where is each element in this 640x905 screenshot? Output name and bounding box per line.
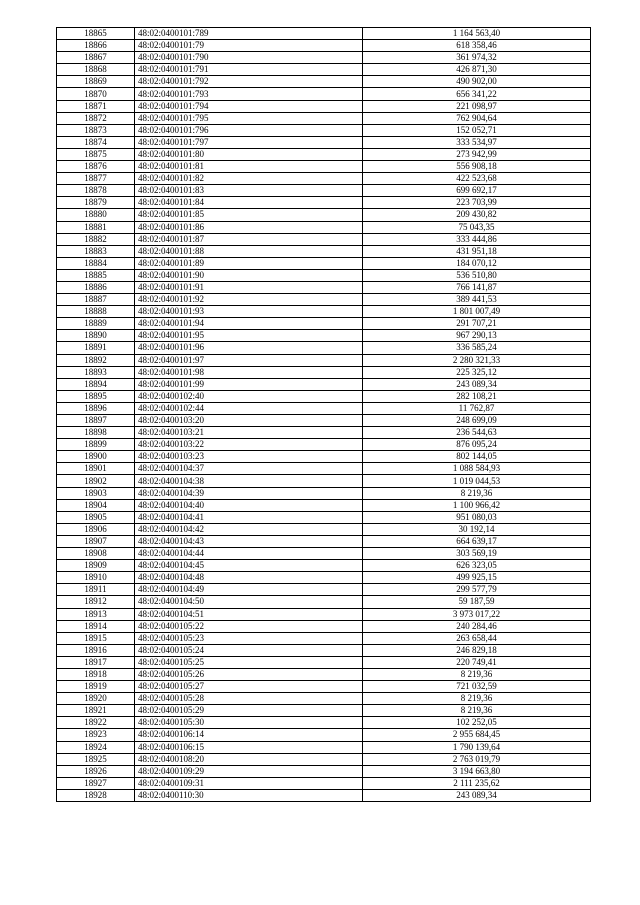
cadastral-number-cell: 48:02:0400101:94 [135,318,363,330]
cadastral-value-cell: 273 942,99 [363,148,591,160]
table-row [57,415,591,427]
cadastral-number-cell: 48:02:0400104:42 [135,523,363,535]
cadastral-value-cell: 59 187,59 [363,596,591,608]
cadastral-value-cell: 556 908,18 [363,161,591,173]
cadastral-number-cell: 48:02:0400101:98 [135,366,363,378]
row-number-cell: 18927 [57,777,135,789]
cadastral-number-cell: 48:02:0400101:792 [135,76,363,88]
table-row [57,366,591,378]
table-row [57,342,591,354]
cadastral-number-cell: 48:02:0400104:38 [135,475,363,487]
cadastral-number-cell: 48:02:0400105:24 [135,644,363,656]
table-row [57,390,591,402]
cadastral-number-cell: 48:02:0400103:23 [135,451,363,463]
table-row [57,451,591,463]
table-row [57,753,591,765]
cadastral-value-cell: 223 703,99 [363,197,591,209]
row-number-cell: 18865 [57,28,135,40]
cadastral-value-cell: 236 544,63 [363,427,591,439]
table-row [57,596,591,608]
cadastral-value-cell: 422 523,68 [363,173,591,185]
table-row [57,656,591,668]
cadastral-number-cell: 48:02:0400104:48 [135,572,363,584]
table-row [57,777,591,789]
cadastral-number-cell: 48:02:0400101:84 [135,197,363,209]
cadastral-value-cell: 184 070,12 [363,257,591,269]
cadastral-number-cell: 48:02:0400104:45 [135,560,363,572]
cadastral-value-cell: 3 973 017,22 [363,608,591,620]
table-row [57,52,591,64]
cadastral-number-cell: 48:02:0400104:39 [135,487,363,499]
row-number-cell: 18899 [57,439,135,451]
cadastral-number-cell: 48:02:0400101:80 [135,148,363,160]
cadastral-number-cell: 48:02:0400105:30 [135,717,363,729]
cadastral-number-cell: 48:02:0400105:27 [135,681,363,693]
cadastral-number-cell: 48:02:0400102:40 [135,390,363,402]
table-row [57,717,591,729]
cadastral-value-cell: 618 358,46 [363,40,591,52]
cadastral-number-cell: 48:02:0400105:23 [135,632,363,644]
row-number-cell: 18888 [57,306,135,318]
cadastral-number-cell: 48:02:0400101:791 [135,64,363,76]
row-number-cell: 18901 [57,463,135,475]
cadastral-value-cell: 263 658,44 [363,632,591,644]
cadastral-number-cell: 48:02:0400101:794 [135,100,363,112]
table-row [57,209,591,221]
cadastral-value-cell: 333 534,97 [363,136,591,148]
cadastral-value-cell: 967 290,13 [363,330,591,342]
table-row [57,281,591,293]
cadastral-value-cell: 802 144,05 [363,451,591,463]
row-number-cell: 18880 [57,209,135,221]
cadastral-number-cell: 48:02:0400101:97 [135,354,363,366]
row-number-cell: 18919 [57,681,135,693]
cadastral-number-cell: 48:02:0400101:90 [135,269,363,281]
cadastral-value-cell: 248 699,09 [363,415,591,427]
row-number-cell: 18906 [57,523,135,535]
row-number-cell: 18900 [57,451,135,463]
row-number-cell: 18908 [57,548,135,560]
cadastral-number-cell: 48:02:0400101:790 [135,52,363,64]
cadastral-number-cell: 48:02:0400101:82 [135,173,363,185]
cadastral-number-cell: 48:02:0400101:79 [135,40,363,52]
row-number-cell: 18913 [57,608,135,620]
row-number-cell: 18911 [57,584,135,596]
cadastral-value-cell: 30 192,14 [363,523,591,535]
cadastral-number-cell: 48:02:0400109:29 [135,765,363,777]
table-row [57,185,591,197]
cadastral-number-cell: 48:02:0400110:30 [135,789,363,801]
cadastral-number-cell: 48:02:0400105:26 [135,668,363,680]
cadastral-number-cell: 48:02:0400104:43 [135,535,363,547]
table-row [57,330,591,342]
row-number-cell: 18887 [57,294,135,306]
cadastral-value-cell: 225 325,12 [363,366,591,378]
table-row [57,499,591,511]
table-row [57,741,591,753]
cadastral-number-cell: 48:02:0400105:29 [135,705,363,717]
table-row [57,705,591,717]
cadastral-number-cell: 48:02:0400101:793 [135,88,363,100]
cadastral-number-cell: 48:02:0400101:92 [135,294,363,306]
table-row [57,100,591,112]
row-number-cell: 18924 [57,741,135,753]
cadastral-value-cell: 291 707,21 [363,318,591,330]
cadastral-value-cell: 3 194 663,80 [363,765,591,777]
table-row [57,427,591,439]
cadastral-number-cell: 48:02:0400102:44 [135,402,363,414]
cadastral-number-cell: 48:02:0400103:20 [135,415,363,427]
cadastral-value-cell: 220 749,41 [363,656,591,668]
cadastral-value-cell: 361 974,32 [363,52,591,64]
cadastral-value-cell: 536 510,80 [363,269,591,281]
cadastral-number-cell: 48:02:0400101:797 [135,136,363,148]
row-number-cell: 18896 [57,402,135,414]
table-row [57,257,591,269]
cadastral-number-cell: 48:02:0400101:81 [135,161,363,173]
cadastral-value-cell: 951 080,03 [363,511,591,523]
row-number-cell: 18918 [57,668,135,680]
cadastral-number-cell: 48:02:0400108:20 [135,753,363,765]
table-row [57,511,591,523]
cadastral-value-cell: 499 925,15 [363,572,591,584]
table-row [57,269,591,281]
cadastral-value-cell: 209 430,82 [363,209,591,221]
row-number-cell: 18903 [57,487,135,499]
table-row [57,681,591,693]
row-number-cell: 18877 [57,173,135,185]
row-number-cell: 18891 [57,342,135,354]
row-number-cell: 18866 [57,40,135,52]
table-row [57,64,591,76]
row-number-cell: 18879 [57,197,135,209]
row-number-cell: 18882 [57,233,135,245]
cadastral-value-cell: 2 763 019,79 [363,753,591,765]
row-number-cell: 18874 [57,136,135,148]
table-row [57,487,591,499]
cadastral-number-cell: 48:02:0400104:50 [135,596,363,608]
row-number-cell: 18883 [57,245,135,257]
row-number-cell: 18907 [57,535,135,547]
table-row [57,88,591,100]
cadastral-value-cell: 721 032,59 [363,681,591,693]
row-number-cell: 18910 [57,572,135,584]
row-number-cell: 18898 [57,427,135,439]
cadastral-value-cell: 656 341,22 [363,88,591,100]
row-number-cell: 18873 [57,124,135,136]
row-number-cell: 18893 [57,366,135,378]
row-number-cell: 18917 [57,656,135,668]
row-number-cell: 18892 [57,354,135,366]
cadastral-number-cell: 48:02:0400104:41 [135,511,363,523]
table-row [57,693,591,705]
cadastral-value-cell: 8 219,36 [363,668,591,680]
table-row [57,233,591,245]
cadastral-value-cell: 664 639,17 [363,535,591,547]
cadastral-value-cell: 876 095,24 [363,439,591,451]
row-number-cell: 18902 [57,475,135,487]
cadastral-number-cell: 48:02:0400101:85 [135,209,363,221]
row-number-cell: 18920 [57,693,135,705]
cadastral-value-cell: 2 111 235,62 [363,777,591,789]
table-row [57,354,591,366]
table-row [57,789,591,801]
row-number-cell: 18868 [57,64,135,76]
table-row [57,560,591,572]
cadastral-number-cell: 48:02:0400101:796 [135,124,363,136]
cadastral-number-cell: 48:02:0400106:15 [135,741,363,753]
table-row [57,584,591,596]
cadastral-value-cell: 1 100 966,42 [363,499,591,511]
row-number-cell: 18915 [57,632,135,644]
table-row [57,294,591,306]
table-row [57,572,591,584]
table-row [57,729,591,741]
row-number-cell: 18871 [57,100,135,112]
table-row [57,148,591,160]
cadastral-number-cell: 48:02:0400101:88 [135,245,363,257]
row-number-cell: 18895 [57,390,135,402]
cadastral-value-cell: 221 098,97 [363,100,591,112]
cadastral-number-cell: 48:02:0400104:49 [135,584,363,596]
cadastral-number-cell: 48:02:0400104:44 [135,548,363,560]
table-row [57,28,591,40]
table-row [57,221,591,233]
cadastral-value-cell: 243 089,34 [363,378,591,390]
cadastral-number-cell: 48:02:0400104:51 [135,608,363,620]
row-number-cell: 18909 [57,560,135,572]
cadastral-number-cell: 48:02:0400105:22 [135,620,363,632]
cadastral-value-cell: 152 052,71 [363,124,591,136]
row-number-cell: 18912 [57,596,135,608]
row-number-cell: 18886 [57,281,135,293]
cadastral-value-cell: 246 829,18 [363,644,591,656]
cadastral-value-cell: 299 577,79 [363,584,591,596]
cadastral-value-cell: 75 043,35 [363,221,591,233]
table-body [57,28,591,802]
cadastral-number-cell: 48:02:0400101:89 [135,257,363,269]
cadastral-number-cell: 48:02:0400101:99 [135,378,363,390]
table-row [57,378,591,390]
cadastral-number-cell: 48:02:0400101:789 [135,28,363,40]
cadastral-value-cell: 389 441,53 [363,294,591,306]
row-number-cell: 18885 [57,269,135,281]
row-number-cell: 18889 [57,318,135,330]
table-row [57,161,591,173]
table-row [57,535,591,547]
cadastral-number-cell: 48:02:0400101:795 [135,112,363,124]
row-number-cell: 18876 [57,161,135,173]
cadastral-value-cell: 699 692,17 [363,185,591,197]
row-number-cell: 18926 [57,765,135,777]
table-row [57,318,591,330]
cadastral-number-cell: 48:02:0400101:96 [135,342,363,354]
row-number-cell: 18870 [57,88,135,100]
cadastral-value-cell: 102 252,05 [363,717,591,729]
cadastral-value-cell: 490 902,00 [363,76,591,88]
cadastral-value-cell: 1 801 007,49 [363,306,591,318]
cadastral-value-cell: 1 088 584,93 [363,463,591,475]
cadastral-value-cell: 766 141,87 [363,281,591,293]
table-row [57,124,591,136]
table-row [57,40,591,52]
cadastral-value-cell: 8 219,36 [363,487,591,499]
table-row [57,306,591,318]
cadastral-value-cell: 1 164 563,40 [363,28,591,40]
table-row [57,402,591,414]
row-number-cell: 18904 [57,499,135,511]
cadastral-value-cell: 11 762,87 [363,402,591,414]
cadastral-number-cell: 48:02:0400106:14 [135,729,363,741]
table-row [57,463,591,475]
cadastral-number-cell: 48:02:0400101:83 [135,185,363,197]
table-row [57,548,591,560]
table-row [57,632,591,644]
cadastral-value-cell: 1 019 044,53 [363,475,591,487]
cadastral-value-cell: 303 569,19 [363,548,591,560]
cadastral-number-cell: 48:02:0400101:93 [135,306,363,318]
cadastral-number-cell: 48:02:0400103:22 [135,439,363,451]
row-number-cell: 18872 [57,112,135,124]
cadastral-value-cell: 336 585,24 [363,342,591,354]
cadastral-value-cell: 8 219,36 [363,693,591,705]
cadastral-value-cell: 333 444,86 [363,233,591,245]
cadastral-number-cell: 48:02:0400101:91 [135,281,363,293]
row-number-cell: 18875 [57,148,135,160]
cadastral-number-cell: 48:02:0400105:28 [135,693,363,705]
table-row [57,76,591,88]
table-row [57,668,591,680]
cadastral-value-cell: 2 280 321,33 [363,354,591,366]
table-row [57,136,591,148]
row-number-cell: 18890 [57,330,135,342]
cadastral-value-cell: 282 108,21 [363,390,591,402]
row-number-cell: 18921 [57,705,135,717]
cadastral-value-table [56,27,591,802]
row-number-cell: 18894 [57,378,135,390]
cadastral-value-cell: 431 951,18 [363,245,591,257]
row-number-cell: 18878 [57,185,135,197]
table-row [57,608,591,620]
cadastral-number-cell: 48:02:0400105:25 [135,656,363,668]
table-row [57,644,591,656]
row-number-cell: 18905 [57,511,135,523]
row-number-cell: 18928 [57,789,135,801]
cadastral-number-cell: 48:02:0400104:37 [135,463,363,475]
row-number-cell: 18897 [57,415,135,427]
cadastral-value-cell: 1 790 139,64 [363,741,591,753]
cadastral-value-cell: 426 871,30 [363,64,591,76]
table-row [57,765,591,777]
row-number-cell: 18884 [57,257,135,269]
table-row [57,197,591,209]
row-number-cell: 18925 [57,753,135,765]
row-number-cell: 18923 [57,729,135,741]
table-row [57,439,591,451]
table-row [57,620,591,632]
table-row [57,245,591,257]
row-number-cell: 18867 [57,52,135,64]
table-row [57,173,591,185]
table-row [57,112,591,124]
row-number-cell: 18916 [57,644,135,656]
cadastral-value-cell: 2 955 684,45 [363,729,591,741]
cadastral-number-cell: 48:02:0400104:40 [135,499,363,511]
cadastral-number-cell: 48:02:0400101:95 [135,330,363,342]
row-number-cell: 18914 [57,620,135,632]
cadastral-number-cell: 48:02:0400109:31 [135,777,363,789]
cadastral-number-cell: 48:02:0400103:21 [135,427,363,439]
cadastral-value-cell: 243 089,34 [363,789,591,801]
cadastral-value-cell: 8 219,36 [363,705,591,717]
cadastral-number-cell: 48:02:0400101:86 [135,221,363,233]
table-row [57,523,591,535]
row-number-cell: 18869 [57,76,135,88]
row-number-cell: 18922 [57,717,135,729]
cadastral-value-cell: 626 323,05 [363,560,591,572]
cadastral-value-cell: 240 284,46 [363,620,591,632]
cadastral-value-cell: 762 904,64 [363,112,591,124]
table-row [57,475,591,487]
cadastral-number-cell: 48:02:0400101:87 [135,233,363,245]
row-number-cell: 18881 [57,221,135,233]
